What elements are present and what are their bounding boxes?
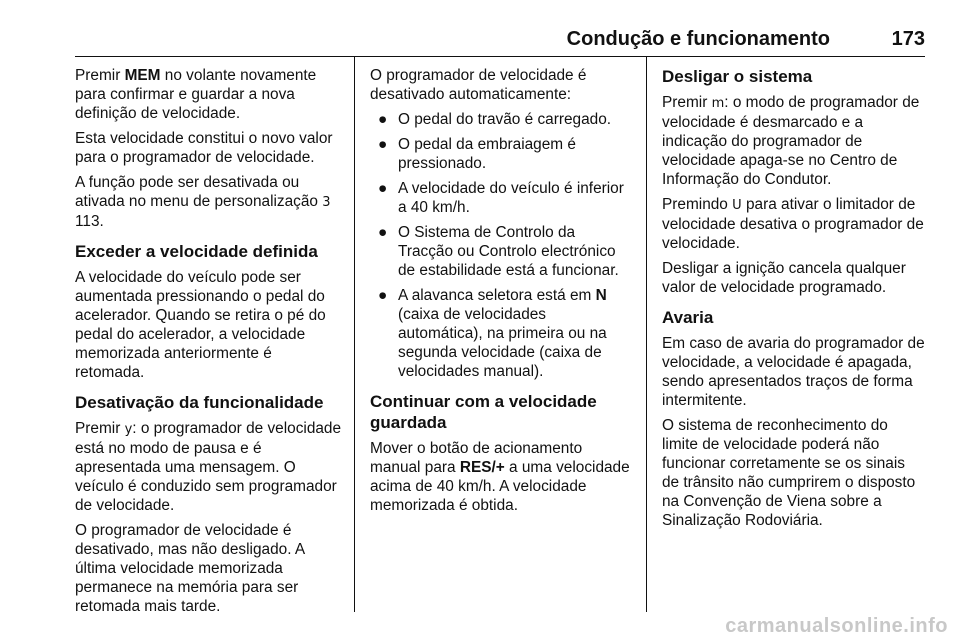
text: Premir [662, 94, 712, 111]
text: : o programador de velocidade está no modo de pausa e é apresentada uma mensagem. O veículo é conduzido sem programador de velocidade. [75, 420, 342, 514]
paragraph-sign-recognition: O sistema de reconhecimento do limite de velocidade poderá não funcionar corretamente se os sinais de trânsito não cumprirem o disposto na Convenção de Viena sobre a Sinalização Rodoviária. [662, 417, 916, 529]
heading-fault: Avaria [662, 308, 714, 327]
bullet-icon: ● [378, 136, 388, 153]
text: Mover o botão de acionamento manual para [370, 440, 583, 476]
mem-key: MEM [124, 67, 161, 84]
text: O pedal da embraiagem é pressionado. [398, 136, 576, 172]
gear-n: N [595, 287, 607, 304]
text: para ativar o limitador de velocidade desativa o programador de velocidade. [662, 196, 924, 252]
heading-continue-speed: Continuar com a velocidade guardada [370, 392, 597, 432]
cruise-pause-icon: y [124, 422, 133, 437]
bullet-icon: ● [378, 111, 388, 128]
paragraph-ignition: Desligar a ignição cancela qualquer valor de velocidade programado. [662, 260, 906, 296]
text: Premindo [662, 196, 733, 213]
list-item [370, 286, 634, 381]
text: A velocidade do veículo é inferior a 40 km/h. [398, 180, 624, 216]
column-divider-2 [646, 57, 647, 612]
column-1 [75, 66, 343, 622]
paragraph-auto-deactivate: O programador de velocidade é desativado automaticamente: [370, 67, 587, 103]
text: Premir [75, 420, 125, 437]
paragraph-mem [75, 66, 343, 123]
paragraph-fault: Em caso de avaria do programador de velocidade, a velocidade é apagada, sendo apresentados traços de forma intermitente. [662, 335, 925, 409]
paragraph-deactivated: O programador de velocidade é desativado, mas não desligado. A última velocidade memorizada permanece na memória para ser retomada mais tarde. [75, 522, 305, 615]
heading-switch-off: Desligar o sistema [662, 67, 813, 86]
paragraph-personalization [75, 173, 343, 231]
bullet-icon: ● [378, 180, 388, 197]
text: no volante novamente para confirmar e guardar a nova definição de velocidade. [75, 67, 317, 122]
text: Premir [75, 67, 125, 84]
list-item [370, 110, 634, 129]
header-rule [75, 56, 925, 57]
text: O Sistema de Controlo da Tracção ou Controlo electrónico de estabilidade está a funcionar. [398, 224, 619, 279]
paragraph-exceed: A velocidade do veículo pode ser aumentada pressionando o pedal do acelerador. Quando se retira o pé do pedal do acelerador, a velocidade memorizada anteriormente é retomada. [75, 269, 326, 381]
list-item [370, 179, 634, 217]
text: A alavanca seletora está em [398, 287, 596, 304]
bullet-icon: ● [378, 224, 388, 241]
text: O pedal do travão é carregado. [398, 111, 612, 128]
column-2 [370, 66, 634, 521]
heading-deactivation: Desativação da funcionalidade [75, 393, 324, 412]
text: A função pode ser desativada ou ativada no menu de personalização [75, 174, 323, 210]
text: (caixa de velocidades automática), na primeira ou na segunda velocidade (caixa de velocidades manual). [398, 306, 607, 380]
paragraph-switch-off [662, 93, 926, 189]
section-title: Condução e funcionamento [566, 28, 830, 50]
paragraph-resume [370, 439, 634, 515]
deactivation-conditions-list [370, 110, 634, 381]
list-item [370, 135, 634, 173]
cruise-control-icon: m [711, 96, 725, 111]
page-number: 173 [891, 28, 925, 50]
column-divider-1 [354, 57, 355, 612]
text: a uma velocidade acima de 40 km/h. A velocidade memorizada é obtida. [370, 459, 630, 514]
watermark: carmanualsonline.info [725, 615, 948, 637]
text: : o modo de programador de velocidade é desmarcado e a indicação do programador de velocidade apaga-se no Centro de Informação do Condutor. [662, 94, 920, 188]
res-key: RES/+ [459, 459, 505, 476]
column-3 [662, 66, 926, 536]
speed-limiter-icon: U [732, 198, 742, 213]
paragraph-pause [75, 419, 343, 515]
page-header [75, 28, 925, 54]
heading-exceed-speed: Exceder a velocidade definida [75, 242, 318, 261]
paragraph-limiter [662, 195, 926, 253]
list-item [370, 223, 634, 280]
paragraph-new-value: Esta velocidade constitui o novo valor para o programador de velocidade. [75, 130, 333, 166]
page-reference: 113. [75, 213, 104, 230]
bullet-icon: ● [378, 287, 388, 304]
page-reference-arrow-icon: 3 [322, 195, 331, 210]
